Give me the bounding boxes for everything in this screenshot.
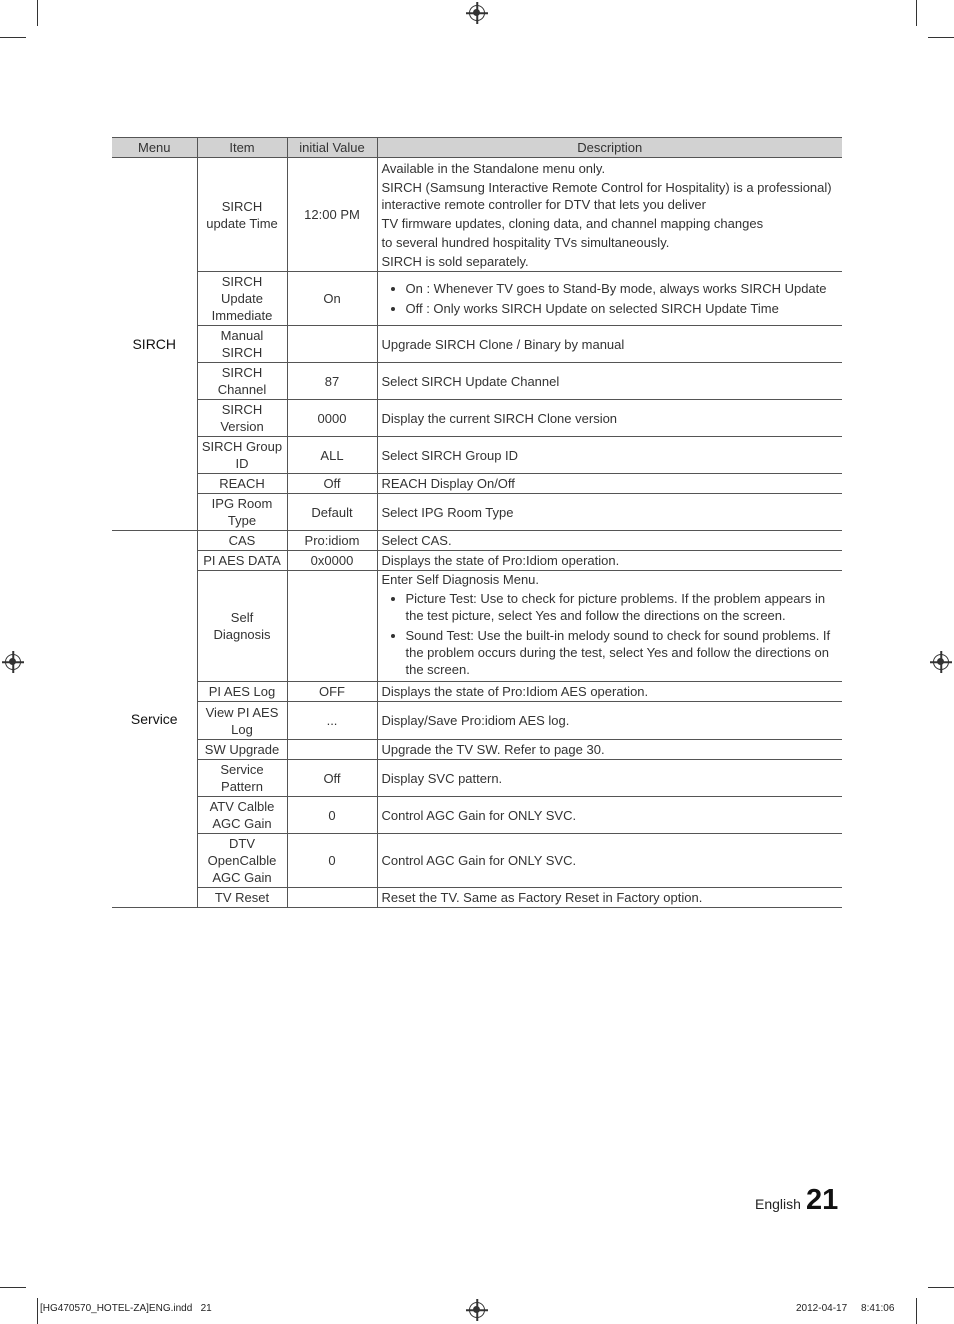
description-cell: Displays the state of Pro:Idiom AES operation. [377, 682, 842, 702]
header-description: Description [377, 138, 842, 158]
table-row [112, 834, 842, 888]
crop-mark [916, 1298, 917, 1324]
header-item: Item [197, 138, 287, 158]
table-row [112, 474, 842, 494]
value-cell: 0x0000 [287, 551, 377, 571]
item-cell: SIRCH Version [197, 400, 287, 437]
header-initial-value: initial Value [287, 138, 377, 158]
table-row [112, 740, 842, 760]
value-cell: Off [287, 760, 377, 797]
description-cell: Display the current SIRCH Clone version [377, 400, 842, 437]
registration-mark-icon [469, 5, 485, 21]
value-cell: Off [287, 474, 377, 494]
description-line: to several hundred hospitality TVs simultaneously. [381, 234, 670, 250]
bullet-item: • On : Whenever TV goes to Stand-By mode, always works SIRCH Update [406, 280, 839, 297]
item-cell: ATV Calble AGC Gain [197, 797, 287, 834]
table-row [112, 571, 842, 682]
footer-language: English [755, 1196, 801, 1212]
description-cell: Select SIRCH Group ID [377, 437, 842, 474]
description-cell: Display/Save Pro:idiom AES log. [377, 702, 842, 740]
table-row [112, 682, 842, 702]
crop-mark [0, 37, 26, 38]
description-cell: Upgrade SIRCH Clone / Binary by manual [377, 326, 842, 363]
description-cell [377, 272, 842, 326]
table-row [112, 400, 842, 437]
table-header-row [112, 138, 842, 158]
registration-mark-icon [5, 654, 21, 670]
description-line: Enter Self Diagnosis Menu. [381, 572, 540, 587]
description-cell: Control AGC Gain for ONLY SVC. [377, 797, 842, 834]
value-cell: 0 [287, 797, 377, 834]
item-cell: CAS [197, 531, 287, 551]
description-cell [377, 158, 842, 272]
value-cell: 0000 [287, 400, 377, 437]
item-cell: DTV OpenCalble AGC Gain [197, 834, 287, 888]
crop-mark [928, 37, 954, 38]
description-cell: Displays the state of Pro:Idiom operation. [377, 551, 842, 571]
value-cell: On [287, 272, 377, 326]
settings-table [112, 137, 842, 908]
value-cell: 87 [287, 363, 377, 400]
item-cell: Service Pattern [197, 760, 287, 797]
description-cell [377, 571, 842, 682]
registration-mark-icon [933, 654, 949, 670]
item-cell: REACH [197, 474, 287, 494]
value-cell [287, 326, 377, 363]
registration-mark-icon [469, 1302, 485, 1318]
table-row [112, 702, 842, 740]
menu-cell-sirch: SIRCH [112, 158, 197, 531]
item-cell: SIRCH Update Immediate [197, 272, 287, 326]
table-row [112, 363, 842, 400]
description-line: SIRCH is sold separately. [381, 253, 529, 269]
description-cell: Reset the TV. Same as Factory Reset in Factory option. [377, 888, 842, 908]
description-cell: Select CAS. [377, 531, 842, 551]
crop-mark [0, 1287, 26, 1288]
print-slug-date: 2012-04-17 8:41:06 [796, 1303, 895, 1314]
value-cell: ALL [287, 437, 377, 474]
value-cell [287, 888, 377, 908]
table-row [112, 760, 842, 797]
description-line: SIRCH (Samsung Interactive Remote Control for Hospitality) is a professional) interactive remote controller for DTV that lets you deliver [381, 179, 832, 212]
crop-mark [916, 0, 917, 26]
bullet-item: • Off : Only works SIRCH Update on selected SIRCH Update Time [406, 300, 839, 317]
item-cell: Manual SIRCH [197, 326, 287, 363]
bullet-item: • Sound Test: Use the built-in melody sound to check for sound problems. If the problem occurs during the test, select Yes and follow the directions on the screen. [406, 627, 839, 678]
description-cell: Upgrade the TV SW. Refer to page 30. [377, 740, 842, 760]
value-cell: OFF [287, 682, 377, 702]
bullet-list [382, 590, 839, 678]
table-row [112, 531, 842, 551]
description-cell: REACH Display On/Off [377, 474, 842, 494]
crop-mark [928, 1287, 954, 1288]
table-row [112, 326, 842, 363]
value-cell: 12:00 PM [287, 158, 377, 272]
description-cell: Control AGC Gain for ONLY SVC. [377, 834, 842, 888]
crop-mark [37, 1298, 38, 1324]
bullet-list [382, 280, 839, 317]
value-cell: 0 [287, 834, 377, 888]
print-slug-file: [HG470570_HOTEL-ZA]ENG.indd 21 [40, 1303, 212, 1314]
table-row [112, 888, 842, 908]
item-cell: SIRCH Channel [197, 363, 287, 400]
table-row [112, 272, 842, 326]
description-line: Available in the Standalone menu only. [381, 160, 606, 176]
value-cell [287, 571, 377, 682]
value-cell: ... [287, 702, 377, 740]
description-cell: Select IPG Room Type [377, 494, 842, 531]
crop-mark [37, 0, 38, 26]
description-cell: Display SVC pattern. [377, 760, 842, 797]
value-cell: Default [287, 494, 377, 531]
item-cell: SIRCH Group ID [197, 437, 287, 474]
page-number: 21 [806, 1184, 839, 1216]
value-cell: Pro:idiom [287, 531, 377, 551]
table-row [112, 551, 842, 571]
item-cell: TV Reset [197, 888, 287, 908]
item-cell: SW Upgrade [197, 740, 287, 760]
item-cell: Self Diagnosis [197, 571, 287, 682]
value-cell [287, 740, 377, 760]
header-menu: Menu [112, 138, 197, 158]
bullet-item: • Picture Test: Use to check for picture problems. If the problem appears in the test picture, select Yes and follow the directions on the screen. [406, 590, 839, 624]
item-cell: PI AES DATA [197, 551, 287, 571]
item-cell: PI AES Log [197, 682, 287, 702]
item-cell: SIRCH update Time [197, 158, 287, 272]
table-row [112, 158, 842, 272]
table-row [112, 494, 842, 531]
description-cell: Select SIRCH Update Channel [377, 363, 842, 400]
item-cell: View PI AES Log [197, 702, 287, 740]
menu-cell-service: Service [112, 531, 197, 908]
description-line: TV firmware updates, cloning data, and channel mapping changes [381, 215, 764, 231]
item-cell: IPG Room Type [197, 494, 287, 531]
table-row [112, 797, 842, 834]
table-row [112, 437, 842, 474]
